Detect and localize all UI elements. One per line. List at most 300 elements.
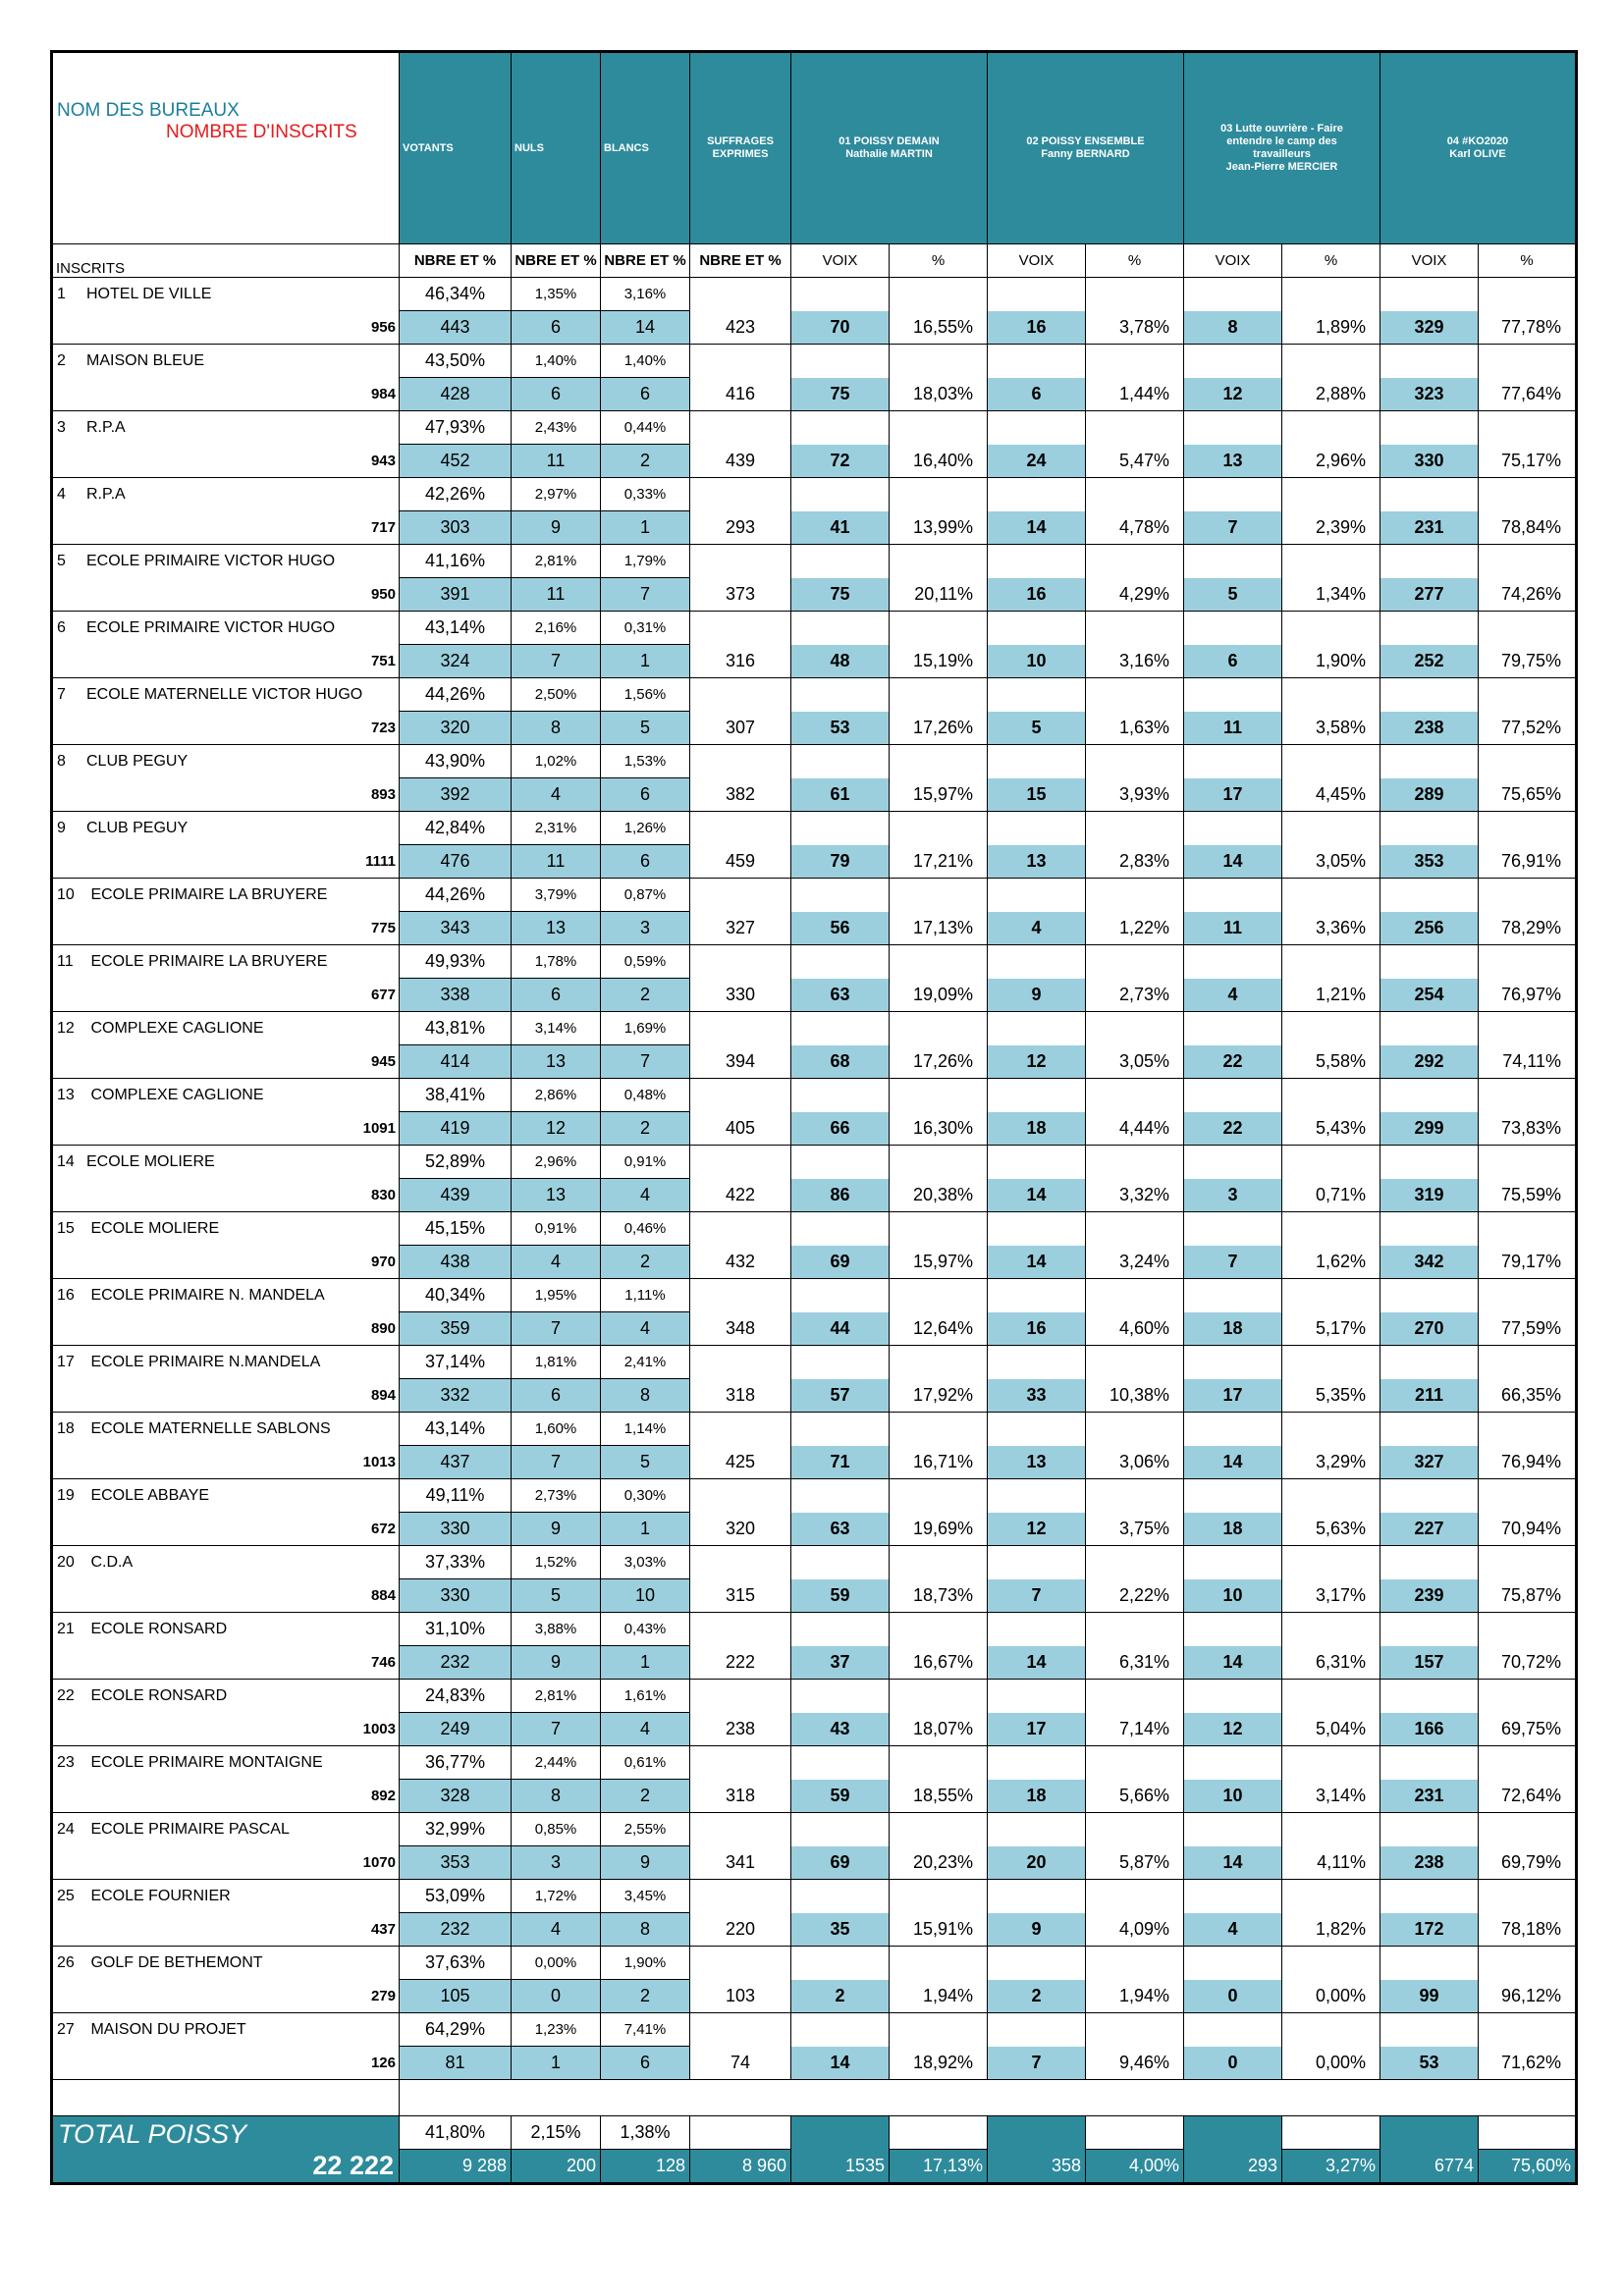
list3-pct: 0,71% bbox=[1282, 1179, 1380, 1212]
result-spacer bbox=[1479, 745, 1577, 778]
list4-pct: 77,59% bbox=[1479, 1312, 1577, 1346]
result-spacer bbox=[1479, 278, 1577, 311]
votants-pct: 41,16% bbox=[400, 545, 512, 578]
blancs-pct: 1,14% bbox=[601, 1413, 690, 1446]
list1-pct: 18,92% bbox=[890, 2047, 988, 2080]
bureau-name: R.P.A bbox=[86, 418, 126, 436]
list3-pct: 3,58% bbox=[1282, 712, 1380, 745]
list3-voix: 7 bbox=[1184, 1246, 1282, 1279]
nuls-pct: 2,73% bbox=[512, 1479, 601, 1513]
list2-voix: 17 bbox=[988, 1713, 1086, 1746]
list3-voix: 0 bbox=[1184, 1980, 1282, 2013]
result-spacer bbox=[1282, 478, 1380, 511]
nuls-value: 8 bbox=[512, 1780, 601, 1813]
inscrits-value: 956 bbox=[52, 311, 400, 345]
result-spacer bbox=[890, 1212, 988, 1246]
list1-pct: 16,67% bbox=[890, 1646, 988, 1680]
list1-pct-subheader: % bbox=[890, 244, 988, 278]
list1-pct: 15,91% bbox=[890, 1913, 988, 1947]
list2-pct: 1,44% bbox=[1086, 378, 1184, 411]
result-spacer bbox=[890, 612, 988, 645]
list3-header bbox=[1184, 52, 1380, 244]
blancs-pct: 1,90% bbox=[601, 1947, 690, 1980]
result-spacer bbox=[890, 1146, 988, 1179]
result-spacer bbox=[1086, 278, 1184, 311]
result-spacer bbox=[1086, 678, 1184, 712]
nuls-value: 6 bbox=[512, 311, 601, 345]
list4-voix: 238 bbox=[1380, 1846, 1479, 1880]
result-spacer bbox=[1282, 1613, 1380, 1646]
inscrits-value: 437 bbox=[52, 1913, 400, 1947]
nombre-inscrits-label: NOMBRE D'INSCRITS bbox=[166, 122, 357, 142]
blancs-pct: 0,61% bbox=[601, 1746, 690, 1780]
result-spacer bbox=[890, 678, 988, 712]
bureau-name: ECOLE PRIMAIRE MONTAIGNE bbox=[86, 1753, 323, 1771]
list2-voix: 33 bbox=[988, 1379, 1086, 1413]
list3-voix: 7 bbox=[1184, 511, 1282, 545]
result-spacer bbox=[1086, 345, 1184, 378]
result-spacer bbox=[890, 745, 988, 778]
list4-voix: 329 bbox=[1380, 311, 1479, 345]
nuls-pct: 2,96% bbox=[512, 1146, 601, 1179]
exprimes-value: 425 bbox=[690, 1413, 791, 1479]
list4-pct: 75,65% bbox=[1479, 778, 1577, 812]
list1-voix: 69 bbox=[791, 1246, 890, 1279]
votants-value: 392 bbox=[400, 778, 512, 812]
list4-pct: 70,72% bbox=[1479, 1646, 1577, 1680]
blancs-value: 2 bbox=[601, 1246, 690, 1279]
bureau-number: 24 bbox=[57, 1820, 75, 1838]
result-spacer bbox=[1184, 945, 1282, 979]
votants-value: 391 bbox=[400, 578, 512, 612]
result-spacer bbox=[1380, 478, 1479, 511]
blancs-pct: 0,48% bbox=[601, 1079, 690, 1112]
blancs-value: 5 bbox=[601, 712, 690, 745]
inscrits-value: 677 bbox=[52, 979, 400, 1012]
list2-voix: 16 bbox=[988, 1312, 1086, 1346]
list3-pct: 1,21% bbox=[1282, 979, 1380, 1012]
list1-voix: 37 bbox=[791, 1646, 890, 1680]
result-spacer bbox=[988, 411, 1086, 445]
result-spacer bbox=[1282, 345, 1380, 378]
list4-pct: 70,94% bbox=[1479, 1513, 1577, 1546]
result-spacer bbox=[791, 1346, 890, 1379]
list1-pct: 17,21% bbox=[890, 845, 988, 879]
nuls-pct: 3,14% bbox=[512, 1012, 601, 1045]
exprimes-value: 348 bbox=[690, 1279, 791, 1346]
result-spacer bbox=[890, 945, 988, 979]
nuls-value: 6 bbox=[512, 979, 601, 1012]
nuls-pct: 2,97% bbox=[512, 478, 601, 511]
table-row bbox=[52, 1513, 1577, 1546]
nuls-value: 7 bbox=[512, 645, 601, 678]
blancs-pct: 1,56% bbox=[601, 678, 690, 712]
table-row bbox=[52, 345, 1577, 378]
nom-des-bureaux-label: NOM DES BUREAUX bbox=[57, 100, 240, 121]
bureau-name-cell bbox=[52, 545, 400, 578]
result-spacer bbox=[1282, 1413, 1380, 1446]
inscrits-value: 970 bbox=[52, 1246, 400, 1279]
list3-pct: 0,00% bbox=[1282, 2047, 1380, 2080]
list2-voix: 10 bbox=[988, 645, 1086, 678]
result-spacer bbox=[791, 678, 890, 712]
list2-pct: 5,66% bbox=[1086, 1780, 1184, 1813]
list1-voix: 2 bbox=[791, 1980, 890, 2013]
list2-pct: 2,73% bbox=[1086, 979, 1184, 1012]
total-inscrits: 22 222 bbox=[52, 2150, 400, 2184]
list2-voix: 18 bbox=[988, 1780, 1086, 1813]
total-list1-voix: 1535 bbox=[791, 2150, 890, 2184]
list2-voix: 14 bbox=[988, 1246, 1086, 1279]
votants-value: 353 bbox=[400, 1846, 512, 1880]
list4-voix: 254 bbox=[1380, 979, 1479, 1012]
list4-candidate: Karl OLIVE bbox=[1449, 148, 1506, 160]
inscrits-value: 746 bbox=[52, 1646, 400, 1680]
list3-pct: 3,14% bbox=[1282, 1780, 1380, 1813]
result-spacer bbox=[1086, 879, 1184, 912]
bureau-name: MAISON DU PROJET bbox=[86, 2020, 246, 2038]
list2-voix: 12 bbox=[988, 1513, 1086, 1546]
result-spacer bbox=[1479, 1479, 1577, 1513]
votants-pct: 37,63% bbox=[400, 1947, 512, 1980]
votants-pct: 37,33% bbox=[400, 1546, 512, 1579]
result-spacer bbox=[1086, 745, 1184, 778]
votants-value: 105 bbox=[400, 1980, 512, 2013]
result-spacer bbox=[988, 678, 1086, 712]
list2-candidate: Fanny BERNARD bbox=[1041, 148, 1130, 160]
result-spacer bbox=[1282, 745, 1380, 778]
votants-value: 439 bbox=[400, 1179, 512, 1212]
list1-voix: 63 bbox=[791, 1513, 890, 1546]
nuls-pct: 1,40% bbox=[512, 345, 601, 378]
inscrits-value: 893 bbox=[52, 778, 400, 812]
result-spacer bbox=[1184, 545, 1282, 578]
list1-voix: 63 bbox=[791, 979, 890, 1012]
blancs-value: 7 bbox=[601, 578, 690, 612]
list3-pct: 2,96% bbox=[1282, 445, 1380, 478]
result-spacer bbox=[1479, 1680, 1577, 1713]
list4-pct: 74,11% bbox=[1479, 1045, 1577, 1079]
list4-voix: 330 bbox=[1380, 445, 1479, 478]
nuls-value: 8 bbox=[512, 712, 601, 745]
blancs-value: 6 bbox=[601, 378, 690, 411]
bureau-name: ECOLE PRIMAIRE N. MANDELA bbox=[86, 1286, 325, 1304]
bureau-name: COMPLEXE CAGLIONE bbox=[86, 1086, 264, 1103]
exprimes-value: 416 bbox=[690, 345, 791, 411]
list2-voix: 9 bbox=[988, 1913, 1086, 1947]
bureau-number: 17 bbox=[57, 1353, 75, 1370]
votants-value: 303 bbox=[400, 511, 512, 545]
votants-value: 338 bbox=[400, 979, 512, 1012]
list4-voix: 256 bbox=[1380, 912, 1479, 945]
total-list3-voix: 293 bbox=[1184, 2150, 1282, 2184]
result-spacer bbox=[1380, 1212, 1479, 1246]
list2-voix: 18 bbox=[988, 1112, 1086, 1146]
list1-pct: 12,64% bbox=[890, 1312, 988, 1346]
result-spacer bbox=[1086, 1012, 1184, 1045]
result-spacer bbox=[791, 1613, 890, 1646]
bureau-name: C.D.A bbox=[86, 1553, 134, 1571]
result-spacer bbox=[1282, 945, 1380, 979]
result-spacer bbox=[988, 1479, 1086, 1513]
nuls-pct: 1,52% bbox=[512, 1546, 601, 1579]
table-row bbox=[52, 1146, 1577, 1179]
list2-pct: 1,22% bbox=[1086, 912, 1184, 945]
table-row bbox=[52, 845, 1577, 879]
list4-voix: 270 bbox=[1380, 1312, 1479, 1346]
list4-voix: 277 bbox=[1380, 578, 1479, 612]
nuls-value: 9 bbox=[512, 511, 601, 545]
table-row bbox=[52, 2047, 1577, 2080]
list3-voix: 18 bbox=[1184, 1513, 1282, 1546]
blancs-value: 10 bbox=[601, 1579, 690, 1613]
list3-pct: 1,90% bbox=[1282, 645, 1380, 678]
votants-pct: 44,26% bbox=[400, 678, 512, 712]
list4-voix: 323 bbox=[1380, 378, 1479, 411]
inscrits-value: 723 bbox=[52, 712, 400, 745]
result-spacer bbox=[988, 1880, 1086, 1913]
nuls-value: 11 bbox=[512, 578, 601, 612]
result-spacer bbox=[1479, 478, 1577, 511]
list4-pct: 75,59% bbox=[1479, 1179, 1577, 1212]
list2-voix: 7 bbox=[988, 1579, 1086, 1613]
result-spacer bbox=[1184, 345, 1282, 378]
list1-pct: 16,30% bbox=[890, 1112, 988, 1146]
nuls-value: 7 bbox=[512, 1312, 601, 1346]
result-spacer bbox=[988, 879, 1086, 912]
inscrits-value: 1091 bbox=[52, 1112, 400, 1146]
exprimes-value: 459 bbox=[690, 812, 791, 879]
bureau-name-cell bbox=[52, 278, 400, 311]
table-row bbox=[52, 812, 1577, 845]
list4-pct: 73,83% bbox=[1479, 1112, 1577, 1146]
list2-pct: 2,22% bbox=[1086, 1579, 1184, 1613]
list1-voix: 66 bbox=[791, 1112, 890, 1146]
bureau-name-cell bbox=[52, 1079, 400, 1112]
list4-voix: 166 bbox=[1380, 1713, 1479, 1746]
result-spacer bbox=[1479, 879, 1577, 912]
table-row bbox=[52, 1780, 1577, 1813]
nuls-subheader: NBRE ET % bbox=[512, 244, 601, 278]
table-row bbox=[52, 1746, 1577, 1780]
result-spacer bbox=[1479, 1012, 1577, 1045]
header-bureaux-cell bbox=[52, 52, 400, 244]
list3-pct: 4,11% bbox=[1282, 1846, 1380, 1880]
table-row bbox=[52, 478, 1577, 511]
result-spacer bbox=[1479, 1146, 1577, 1179]
result-spacer bbox=[1282, 1479, 1380, 1513]
list3-voix: 4 bbox=[1184, 979, 1282, 1012]
inscrits-value: 830 bbox=[52, 1179, 400, 1212]
table-row bbox=[52, 1813, 1577, 1846]
bureau-name: COMPLEXE CAGLIONE bbox=[86, 1019, 264, 1037]
table-row bbox=[52, 1212, 1577, 1246]
list3-voix: 10 bbox=[1184, 1579, 1282, 1613]
result-spacer bbox=[1479, 345, 1577, 378]
result-spacer bbox=[1380, 1012, 1479, 1045]
inscrits-value: 672 bbox=[52, 1513, 400, 1546]
result-spacer bbox=[1086, 1479, 1184, 1513]
blancs-pct: 1,61% bbox=[601, 1680, 690, 1713]
nuls-pct: 2,81% bbox=[512, 1680, 601, 1713]
result-spacer bbox=[1479, 1880, 1577, 1913]
table-row bbox=[52, 1179, 1577, 1212]
list4-pct: 76,91% bbox=[1479, 845, 1577, 879]
result-spacer bbox=[1479, 1212, 1577, 1246]
nuls-value: 1 bbox=[512, 2047, 601, 2080]
list2-pct: 3,06% bbox=[1086, 1446, 1184, 1479]
table-row bbox=[52, 1913, 1577, 1947]
votants-pct: 38,41% bbox=[400, 1079, 512, 1112]
blancs-subheader: NBRE ET % bbox=[601, 244, 690, 278]
list4-title: 04 #KO2020 bbox=[1446, 135, 1509, 147]
list3-voix: 14 bbox=[1184, 1646, 1282, 1680]
bureau-name-cell bbox=[52, 1546, 400, 1579]
result-spacer bbox=[1184, 2013, 1282, 2047]
total-list-voix-spacer bbox=[1380, 2116, 1479, 2150]
blancs-value: 2 bbox=[601, 979, 690, 1012]
votants-value: 438 bbox=[400, 1246, 512, 1279]
inscrits-value: 892 bbox=[52, 1780, 400, 1813]
result-spacer bbox=[1184, 1079, 1282, 1112]
result-spacer bbox=[1282, 879, 1380, 912]
exprimes-value: 330 bbox=[690, 945, 791, 1012]
list2-pct: 4,44% bbox=[1086, 1112, 1184, 1146]
list2-pct: 1,63% bbox=[1086, 712, 1184, 745]
result-spacer bbox=[1380, 1746, 1479, 1780]
votants-pct: 24,83% bbox=[400, 1680, 512, 1713]
votants-value: 232 bbox=[400, 1913, 512, 1947]
total-list-pct-spacer bbox=[1282, 2116, 1380, 2150]
inscrits-value: 890 bbox=[52, 1312, 400, 1346]
bureau-name: ECOLE RONSARD bbox=[86, 1620, 228, 1637]
result-spacer bbox=[791, 1746, 890, 1780]
votants-pct: 42,84% bbox=[400, 812, 512, 845]
list1-voix: 71 bbox=[791, 1446, 890, 1479]
result-spacer bbox=[1282, 812, 1380, 845]
list1-voix: 43 bbox=[791, 1713, 890, 1746]
total-blancs-pct: 1,38% bbox=[601, 2116, 690, 2150]
total-list-voix-spacer bbox=[791, 2116, 890, 2150]
exprimes-value: 373 bbox=[690, 545, 791, 612]
list4-pct: 76,94% bbox=[1479, 1446, 1577, 1479]
exprimes-value: 103 bbox=[690, 1947, 791, 2013]
inscrits-value: 751 bbox=[52, 645, 400, 678]
result-spacer bbox=[988, 1813, 1086, 1846]
result-spacer bbox=[1184, 1613, 1282, 1646]
table-row bbox=[52, 1279, 1577, 1312]
list4-voix: 289 bbox=[1380, 778, 1479, 812]
list1-voix: 41 bbox=[791, 511, 890, 545]
result-spacer bbox=[1086, 812, 1184, 845]
result-spacer bbox=[890, 1413, 988, 1446]
list1-voix: 57 bbox=[791, 1379, 890, 1413]
nuls-value: 9 bbox=[512, 1646, 601, 1680]
total-list2-pct: 4,00% bbox=[1086, 2150, 1184, 2184]
table-row bbox=[52, 1947, 1577, 1980]
list1-voix: 53 bbox=[791, 712, 890, 745]
nuls-pct: 3,79% bbox=[512, 879, 601, 912]
votants-value: 332 bbox=[400, 1379, 512, 1413]
blancs-pct: 0,33% bbox=[601, 478, 690, 511]
result-spacer bbox=[890, 1079, 988, 1112]
blancs-pct: 1,53% bbox=[601, 745, 690, 778]
result-spacer bbox=[1380, 612, 1479, 645]
total-nuls: 200 bbox=[512, 2150, 601, 2184]
result-spacer bbox=[890, 278, 988, 311]
list3-pct: 5,63% bbox=[1282, 1513, 1380, 1546]
list3-voix: 17 bbox=[1184, 1379, 1282, 1413]
list2-voix: 5 bbox=[988, 712, 1086, 745]
list4-voix: 231 bbox=[1380, 1780, 1479, 1813]
result-spacer bbox=[1282, 1746, 1380, 1780]
total-list3-pct: 3,27% bbox=[1282, 2150, 1380, 2184]
table-row bbox=[52, 945, 1577, 979]
list4-pct: 79,75% bbox=[1479, 645, 1577, 678]
result-spacer bbox=[890, 1680, 988, 1713]
total-exprimes: 8 960 bbox=[690, 2150, 791, 2184]
votants-pct: 49,93% bbox=[400, 945, 512, 979]
result-spacer bbox=[1282, 1813, 1380, 1846]
list3-voix: 8 bbox=[1184, 311, 1282, 345]
list3-voix: 14 bbox=[1184, 1846, 1282, 1880]
table-row bbox=[52, 1446, 1577, 1479]
votants-pct: 42,26% bbox=[400, 478, 512, 511]
bureau-number: 21 bbox=[57, 1620, 75, 1637]
bureau-number: 4 bbox=[57, 485, 66, 503]
list1-voix: 35 bbox=[791, 1913, 890, 1947]
bureau-name: ECOLE PRIMAIRE LA BRUYERE bbox=[86, 885, 328, 903]
list4-voix: 227 bbox=[1380, 1513, 1479, 1546]
list2-pct: 4,29% bbox=[1086, 578, 1184, 612]
total-votants-pct: 41,80% bbox=[400, 2116, 512, 2150]
list4-pct: 78,84% bbox=[1479, 511, 1577, 545]
total-row bbox=[52, 2116, 1577, 2150]
votants-value: 249 bbox=[400, 1713, 512, 1746]
list1-pct: 1,94% bbox=[890, 1980, 988, 2013]
nuls-value: 7 bbox=[512, 1713, 601, 1746]
list3-pct: 5,35% bbox=[1282, 1379, 1380, 1413]
table-row bbox=[52, 1012, 1577, 1045]
bureau-name: ECOLE MATERNELLE VICTOR HUGO bbox=[86, 685, 363, 703]
result-spacer bbox=[890, 478, 988, 511]
result-spacer bbox=[890, 1613, 988, 1646]
result-spacer bbox=[1184, 1146, 1282, 1179]
votants-pct: 43,90% bbox=[400, 745, 512, 778]
result-spacer bbox=[1086, 1613, 1184, 1646]
list3-voix: 22 bbox=[1184, 1112, 1282, 1146]
exprimes-value: 423 bbox=[690, 278, 791, 345]
blancs-value: 2 bbox=[601, 1980, 690, 2013]
list1-pct: 17,26% bbox=[890, 1045, 988, 1079]
table-row bbox=[52, 1112, 1577, 1146]
votants-pct: 53,09% bbox=[400, 1880, 512, 1913]
blancs-pct: 0,43% bbox=[601, 1613, 690, 1646]
blancs-value: 2 bbox=[601, 445, 690, 478]
result-spacer bbox=[988, 745, 1086, 778]
list4-pct: 75,87% bbox=[1479, 1579, 1577, 1613]
blancs-value: 1 bbox=[601, 1513, 690, 1546]
list4-voix: 53 bbox=[1380, 2047, 1479, 2080]
votants-pct: 47,93% bbox=[400, 411, 512, 445]
exprimes-value: 382 bbox=[690, 745, 791, 812]
result-spacer bbox=[1184, 1947, 1282, 1980]
bureau-name-cell bbox=[52, 745, 400, 778]
bureau-name-cell bbox=[52, 345, 400, 378]
total-row bbox=[52, 2150, 1577, 2184]
result-spacer bbox=[988, 1947, 1086, 1980]
list2-voix: 16 bbox=[988, 578, 1086, 612]
